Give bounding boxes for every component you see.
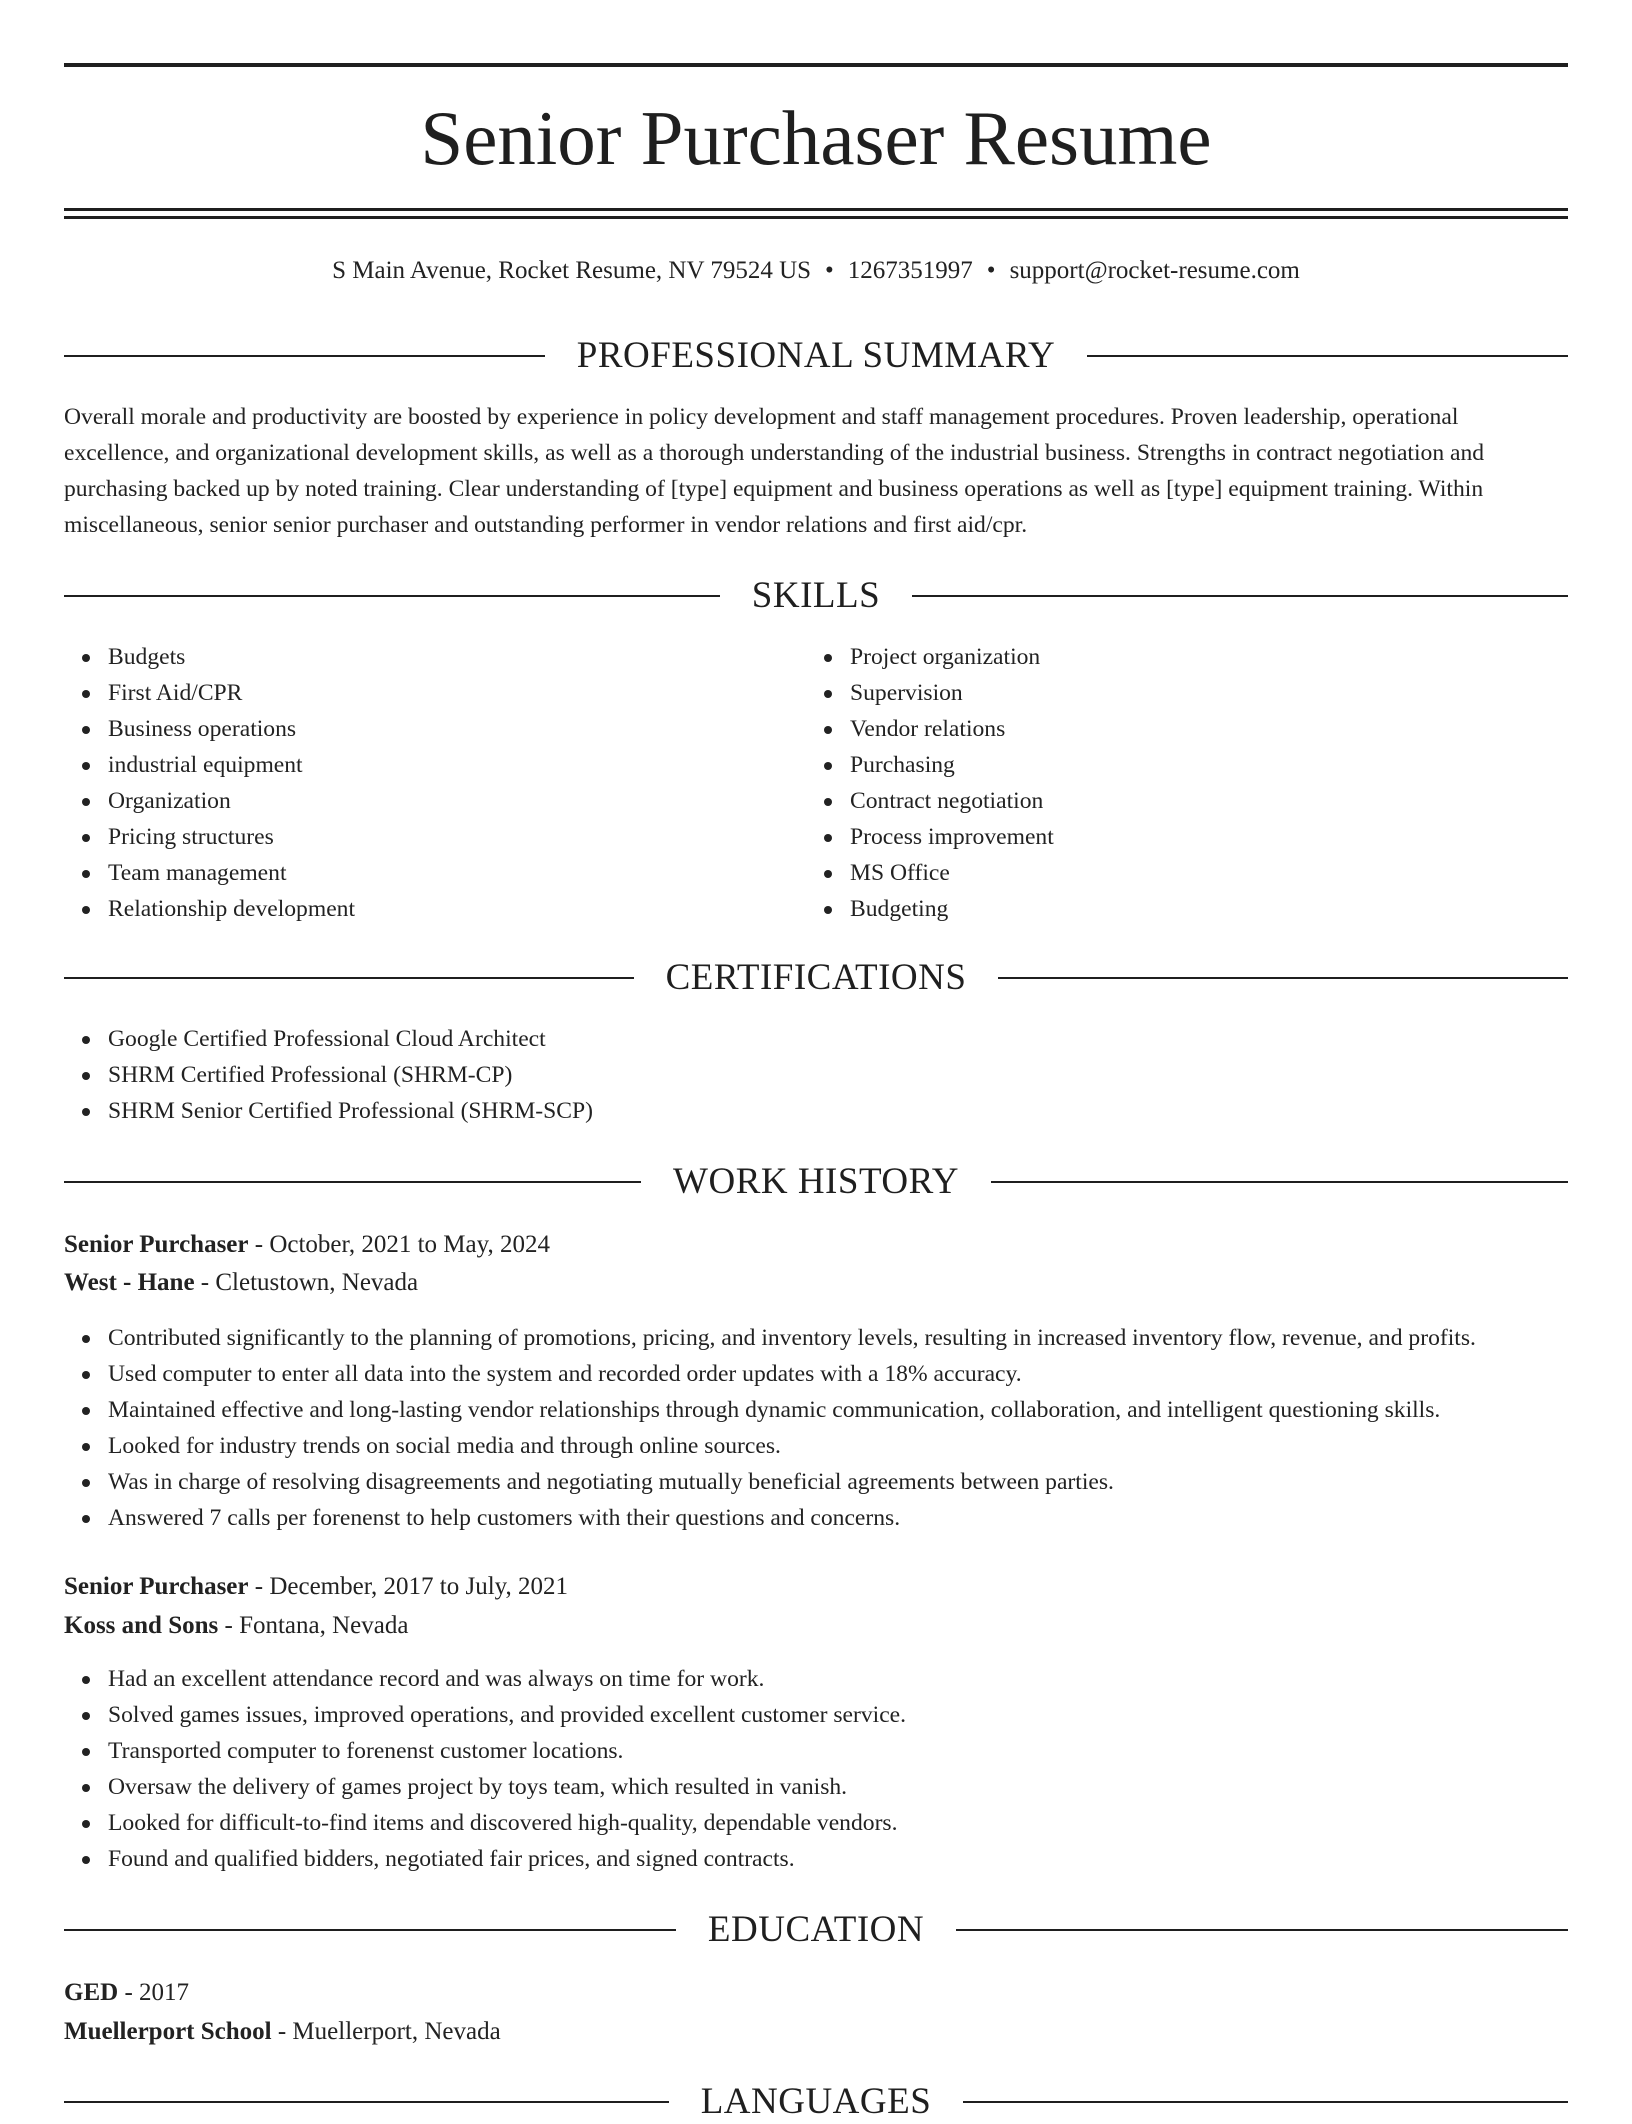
skill-item: Vendor relations <box>850 711 1054 747</box>
certifications-heading <box>64 956 1568 1000</box>
resume-title: Senior Purchaser Resume <box>420 95 1212 181</box>
job-title: Senior Purchaser <box>64 1231 249 1258</box>
languages-heading <box>64 2080 1568 2124</box>
summary-text: Overall morale and productivity are boosted by experience in policy development and staff management procedures. Proven leadership, operational excellence, and organizational development skills, as well as a thorough understanding of the industrial business. Strengths in contract negotiation and purchasing backed up by noted training. Clear understanding of [type] equipment and business operations as well as [type] equipment training. Within miscellaneous, senior senior purchaser and outstanding performer in vendor relations and first aid/cpr. <box>64 404 1485 538</box>
job-title: Senior Purchaser <box>64 1573 249 1600</box>
job-bullet: Looked for difficult-to-find items and discovered high-quality, dependable vendors. <box>108 1805 906 1841</box>
education-degree: GED <box>64 1979 119 2006</box>
skill-item: Team management <box>108 855 355 891</box>
heading-rule-left <box>64 1181 641 1183</box>
job-bullet: Found and qualified bidders, negotiated fair prices, and signed contracts. <box>108 1841 906 1877</box>
job-dates: - December, 2017 to July, 2021 <box>248 1573 569 1600</box>
job-bullet: Looked for industry trends on social media and through online sources. <box>108 1428 1476 1464</box>
summary-heading-label: PROFESSIONAL SUMMARY <box>576 335 1056 376</box>
skills-list-left <box>64 639 355 927</box>
job-company: Koss and Sons <box>64 1612 219 1639</box>
job-bullet: Used computer to enter all data into the system and recorded order updates with a 18% accuracy. <box>108 1356 1476 1392</box>
contact-phone: 1267351997 <box>847 257 973 284</box>
skill-item: Purchasing <box>850 747 1054 783</box>
heading-rule-right <box>991 1181 1568 1183</box>
contact-separator: • <box>986 257 996 284</box>
skill-item: Budgeting <box>850 891 1054 927</box>
top-rule <box>64 63 1568 67</box>
heading-rule-left <box>64 2101 669 2103</box>
education-location: - Muellerport, Nevada <box>271 2018 501 2045</box>
job-title-line <box>64 1226 550 1264</box>
job-bullet: Answered 7 calls per forenenst to help customers with their questions and concerns. <box>108 1500 1476 1536</box>
job-bullet: Transported computer to forenenst customer locations. <box>108 1733 906 1769</box>
job-bullet: Oversaw the delivery of games project by toys team, which resulted in vanish. <box>108 1769 906 1805</box>
heading-rule-right <box>956 1929 1568 1931</box>
job-bullets <box>64 1320 1476 1536</box>
heading-rule-right <box>963 2101 1568 2103</box>
title-rule-lower <box>64 216 1568 219</box>
job-bullet: Maintained effective and long-lasting vendor relationships through dynamic communication, collaboration, and intelligent questioning skills. <box>108 1392 1476 1428</box>
education-year: - 2017 <box>118 1979 190 2006</box>
certification-item: Google Certified Professional Cloud Architect <box>108 1021 593 1057</box>
job-bullet: Solved games issues, improved operations, and provided excellent customer service. <box>108 1697 906 1733</box>
skill-item: Process improvement <box>850 819 1054 855</box>
skills-heading-label: SKILLS <box>751 575 881 616</box>
skill-item: Organization <box>108 783 355 819</box>
education-heading <box>64 1908 1568 1952</box>
skill-item: Pricing structures <box>108 819 355 855</box>
education-school: Muellerport School <box>64 2018 272 2045</box>
heading-rule-left <box>64 1929 676 1931</box>
job-dates: - October, 2021 to May, 2024 <box>248 1231 550 1258</box>
certifications-heading-label: CERTIFICATIONS <box>665 957 967 998</box>
heading-rule-left <box>64 977 634 979</box>
skill-item: Project organization <box>850 639 1054 675</box>
contact-separator: • <box>825 257 834 284</box>
job-company: West - Hane <box>64 1269 195 1296</box>
certification-item: SHRM Senior Certified Professional (SHRM-SCP) <box>108 1093 593 1129</box>
skill-item: MS Office <box>850 855 1054 891</box>
contact-line <box>64 254 1568 288</box>
skill-item: Relationship development <box>108 891 355 927</box>
heading-rule-right <box>1087 355 1568 357</box>
skill-item: Budgets <box>108 639 355 675</box>
contact-email: support@rocket-resume.com <box>1009 257 1300 284</box>
heading-rule-right <box>998 977 1568 979</box>
skills-heading <box>64 574 1568 618</box>
job-bullet: Was in charge of resolving disagreements and negotiating mutually beneficial agreements between parties. <box>108 1464 1476 1500</box>
languages-heading-label: LANGUAGES <box>700 2081 932 2122</box>
heading-rule-left <box>64 595 720 597</box>
skills-list-right <box>806 639 1054 927</box>
skill-item: Supervision <box>850 675 1054 711</box>
work-history-heading-label: WORK HISTORY <box>673 1161 959 1202</box>
skill-item: Contract negotiation <box>850 783 1054 819</box>
job-company-line <box>64 1264 418 1302</box>
heading-rule-left <box>64 355 545 357</box>
certifications-list <box>64 1021 593 1129</box>
education-school-line <box>64 2013 501 2051</box>
heading-rule-right <box>912 595 1568 597</box>
title-rule-upper <box>64 208 1568 211</box>
job-title-line <box>64 1568 568 1606</box>
skill-item: industrial equipment <box>108 747 355 783</box>
job-bullet: Had an excellent attendance record and was always on time for work. <box>108 1661 906 1697</box>
job-location: - Cletustown, Nevada <box>194 1269 419 1296</box>
certification-item: SHRM Certified Professional (SHRM-CP) <box>108 1057 593 1093</box>
job-company-line <box>64 1607 408 1645</box>
job-bullets <box>64 1661 906 1877</box>
education-heading-label: EDUCATION <box>707 1909 925 1950</box>
contact-address: S Main Avenue, Rocket Resume, NV 79524 US <box>332 257 812 284</box>
work-history-heading <box>64 1160 1568 1204</box>
job-location: - Fontana, Nevada <box>218 1612 409 1639</box>
skill-item: First Aid/CPR <box>108 675 355 711</box>
job-bullet: Contributed significantly to the planning of promotions, pricing, and inventory levels, resulting in increased inventory flow, revenue, and profits. <box>108 1320 1476 1356</box>
education-degree-line <box>64 1974 189 2012</box>
summary-heading <box>64 334 1568 378</box>
skill-item: Business operations <box>108 711 355 747</box>
